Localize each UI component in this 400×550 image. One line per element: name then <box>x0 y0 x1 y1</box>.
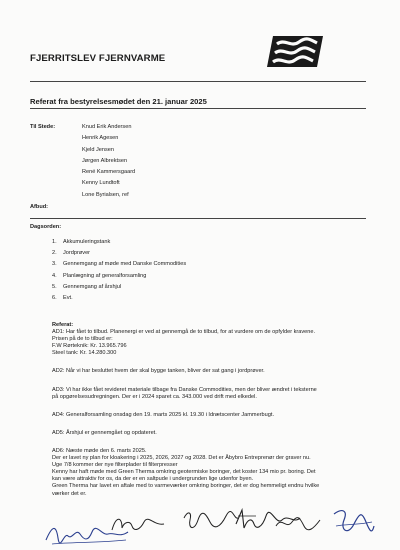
ad6-line: Der er lavet ny plan for kloakering i 2025, 2026, 2027 og 2028. Det er Åbybro Entreprenør der graver nu. <box>52 455 311 462</box>
minutes-body <box>52 322 382 498</box>
signature-2 <box>108 512 168 536</box>
present-label: Til Stede: <box>30 124 56 130</box>
ad6-line: Uge 7/8 kommer der nye filterplader til filterpresser <box>52 462 178 469</box>
agenda-label: Dagsorden: <box>30 224 62 230</box>
agenda-item: 5. Gennemgang af årshjul <box>52 283 122 290</box>
agenda-item: 4. Planlægning af generalforsamling <box>52 272 147 279</box>
agenda-item: 1. Akkumuleringstank <box>52 239 111 245</box>
agenda-item: 3. Gennemgang af møde med Danske Commodities <box>52 261 187 268</box>
signature-3 <box>180 506 240 536</box>
attendance-divider <box>30 218 366 219</box>
ad2-text: AD2: Når vi har besluttet hvem der skal bygge tanken, bliver der sat gang i jordprøver. <box>52 368 265 375</box>
referat-label: Referat: <box>52 322 74 328</box>
attendee: Kjeld Jensen <box>82 146 115 153</box>
attendee: Jørgen Albrektsen <box>82 157 128 164</box>
ad3-line-2: på opgøreIsesudregningen. Der er i 2024 sparet ca. 343.000 ved drift med elkedel. <box>52 393 257 400</box>
agenda-item: 6. Evt. <box>52 294 73 301</box>
attendee: Henrik Agesen <box>82 135 119 142</box>
signature-5 <box>272 512 322 534</box>
ad5-text: AD5: Årshjul er gennemgået og opdateret. <box>52 429 157 436</box>
document-title: Referat fra bestyrelsesmødet den 21. januar 2025 <box>30 97 207 106</box>
ad4-text: AD4: Generalforsamling onsdag den 19. marts 2025 kl. 19.30 i Idrætscenter Jammerbugt. <box>52 411 274 418</box>
attendee-list <box>82 124 135 203</box>
ad6-line: Kenny har haft møde med Green Therma omkring geotermiske boringer, det koster 134 mio pr. boring. Det <box>52 469 316 476</box>
company-name: FJERRITSLEV FJERNVARME <box>30 53 166 64</box>
ad1-price-2: Steel tank: Kr. 14.280.300 <box>52 350 117 357</box>
wave-logo-icon <box>265 34 325 70</box>
agenda-item: 2. Jordprøver <box>52 250 91 257</box>
attendee: Lone Byrialsen, ref <box>82 191 129 198</box>
signature-6 <box>328 506 376 540</box>
absent-label: Afbud: <box>30 204 49 210</box>
ad1-text: AD1: Har fået to tilbud. Planenergi er ved at gennemgå de to tilbud, for at vurdere om de opfylder kravene. <box>52 329 316 336</box>
ad6-line: kan være attraktiv for os, da der er en saltpude i undergrunden lige udenfor byen. <box>52 476 254 483</box>
header-divider <box>30 81 366 82</box>
attendee: René Kammersgaard <box>82 169 136 176</box>
attendee: Kenny Lundtoft <box>82 180 120 187</box>
ad1-price-label: Prisen på de to tilbud er: <box>52 336 113 343</box>
ad6-line: Green Therma har lavet en aftale med to varmeværker omkring boringer, det er dog hemmeligt endnu hvilke <box>52 483 320 490</box>
attendee: Knud Erik Andersen <box>82 124 132 130</box>
ad1-price-1: F.W Rørteknik: Kr. 13.965.796 <box>52 343 127 350</box>
agenda-list <box>52 239 186 306</box>
title-divider <box>30 108 366 109</box>
ad6-line: AD6: Næste møde den 6. marts 2025. <box>52 447 147 454</box>
ad6-line: værker det er. <box>52 490 87 497</box>
ad3-line-1: AD3: Vi har ikke fået revideret materiale tilbage fra Danske Commodities, men der bliver ændret i teksterne <box>52 386 317 393</box>
